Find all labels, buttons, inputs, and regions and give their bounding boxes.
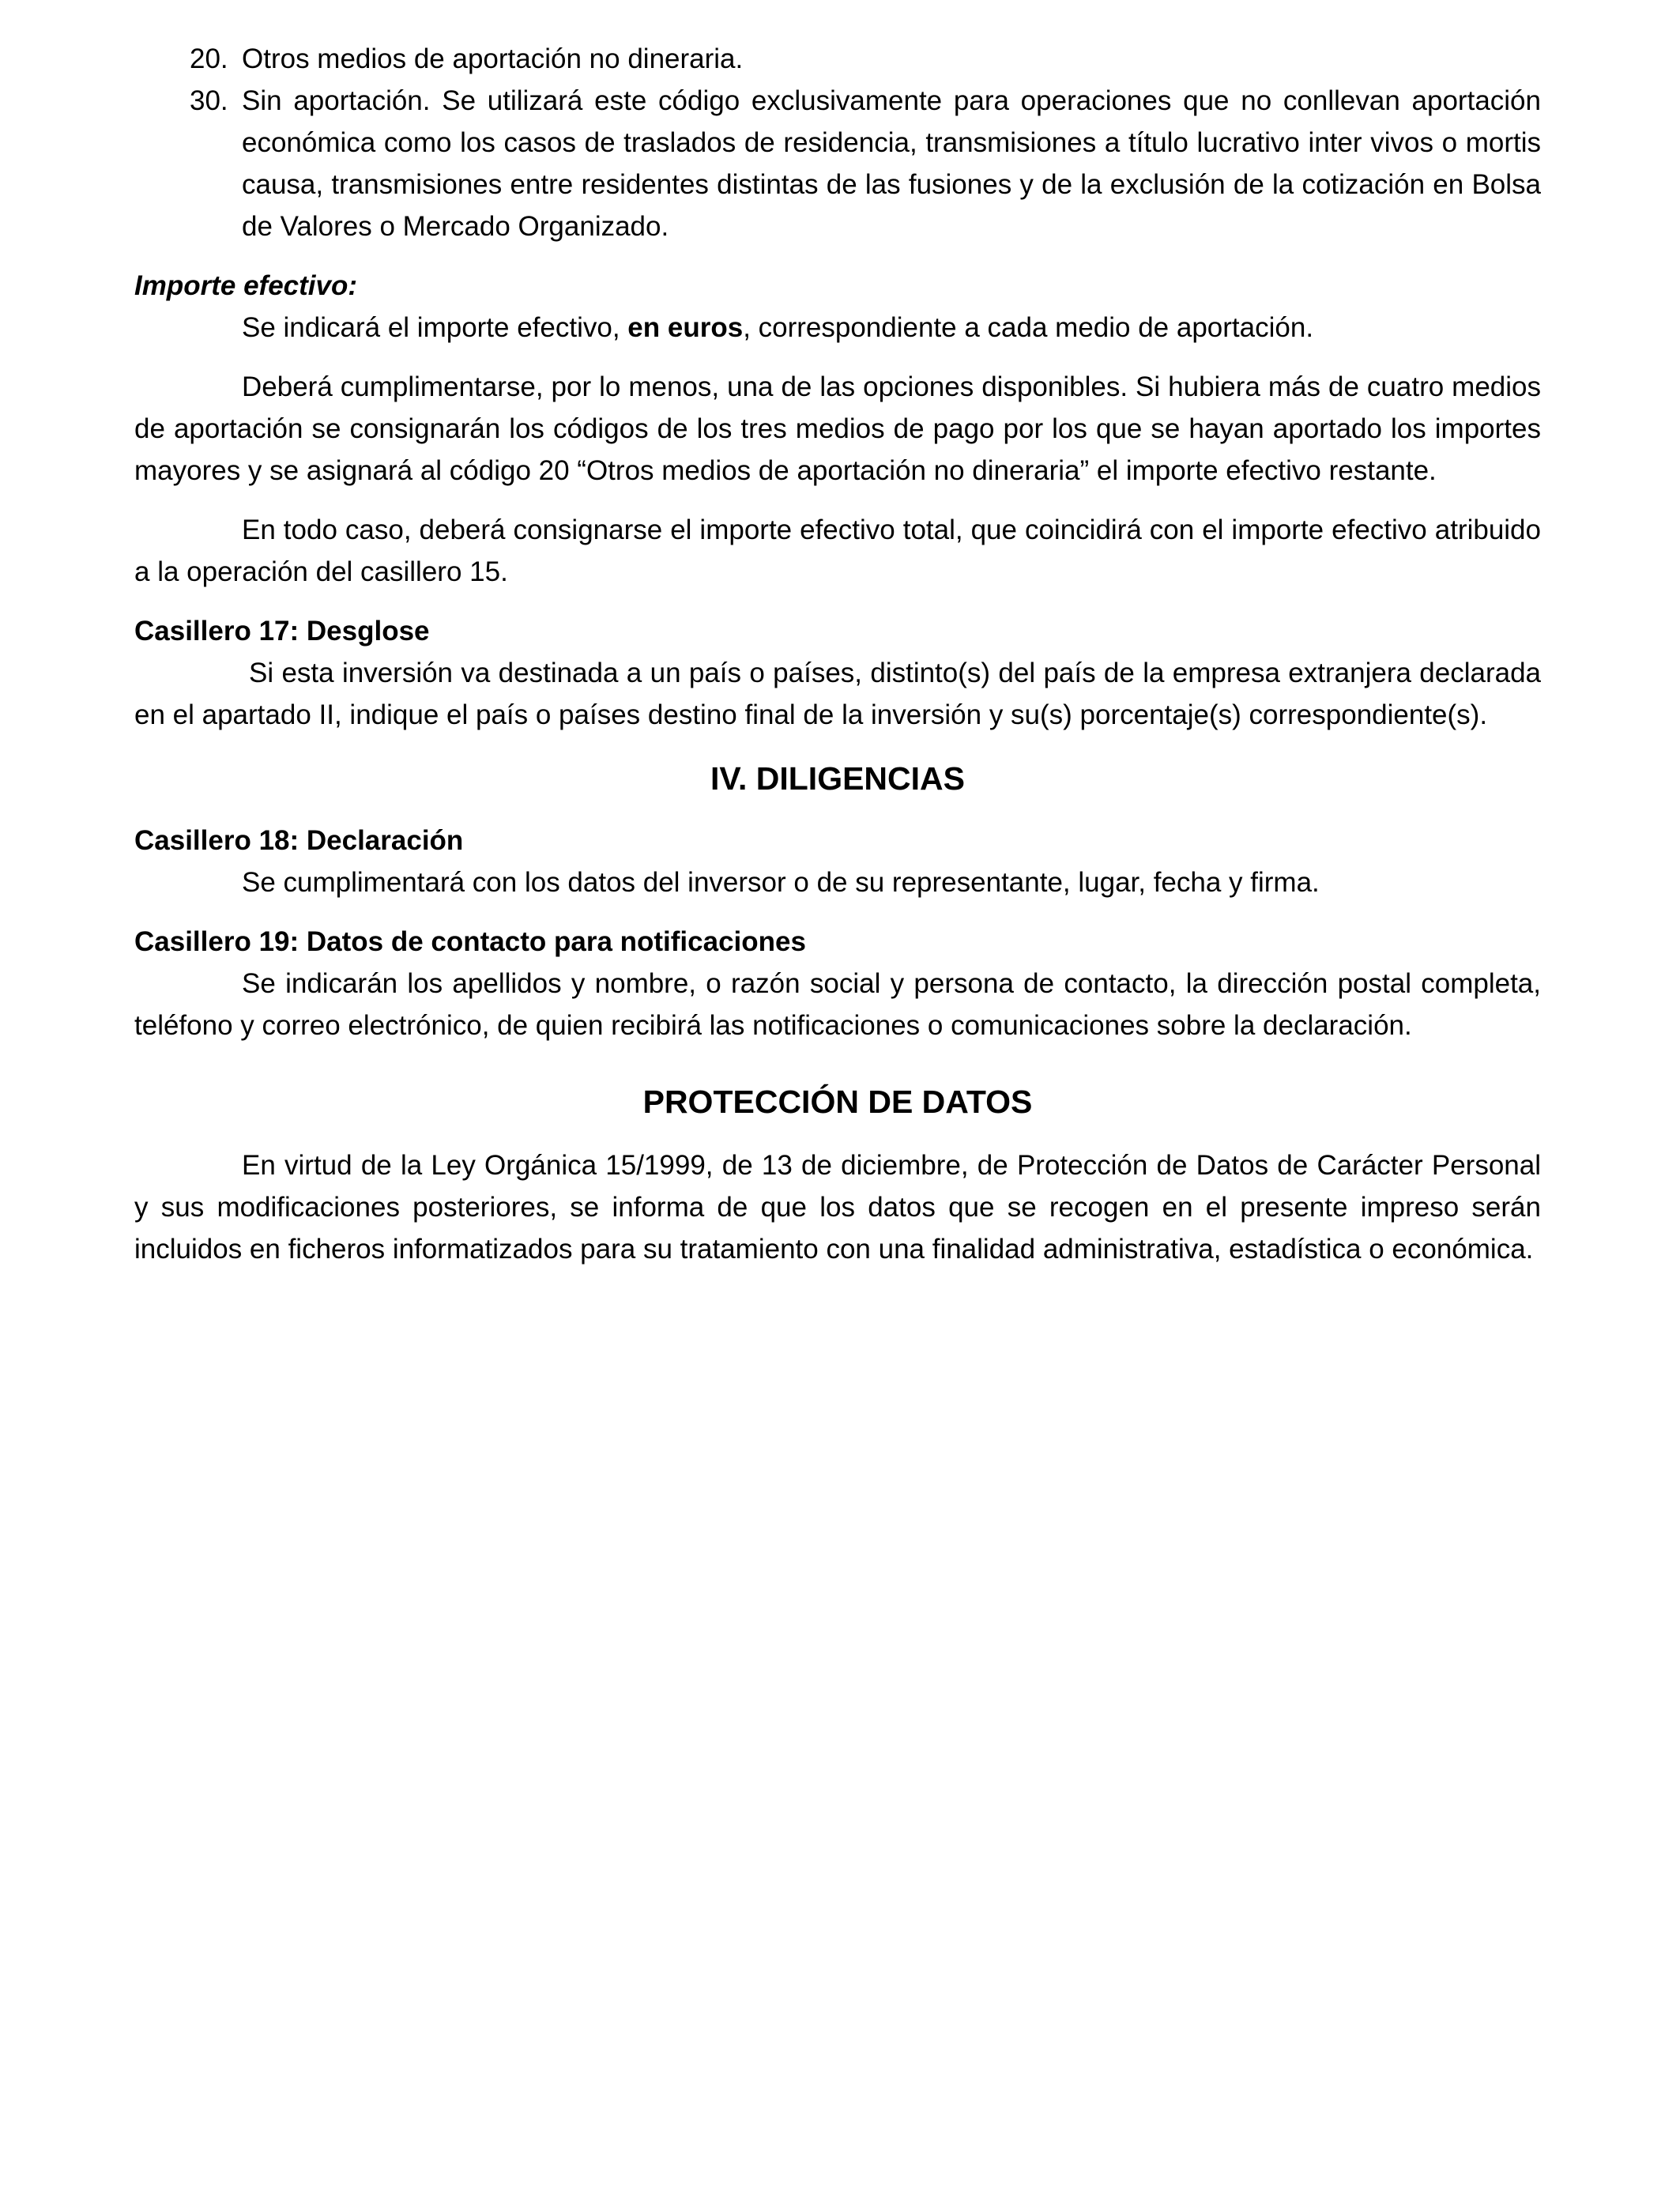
- list-item-20: [134, 38, 1541, 80]
- document-page: [134, 38, 1541, 1270]
- importe-paragraph-2: En todo caso, deberá consignarse el importe efectivo total, que coincidirá con el importe efectivo atribuido a la operación del casillero 15.: [134, 515, 1541, 587]
- casillero-18-text: Se cumplimentará con los datos del inversor o de su representante, lugar, fecha y firma.: [242, 867, 1320, 898]
- list-item-number: 30.: [190, 85, 228, 116]
- section-iv-title: IV. DILIGENCIAS: [710, 760, 965, 797]
- casillero-19-heading: Casillero 19: Datos de contacto para notificaciones: [134, 926, 806, 957]
- importe-line-before: Se indicará el importe efectivo,: [242, 312, 628, 343]
- importe-line-after: , correspondiente a cada medio de aportación.: [743, 312, 1314, 343]
- list-item-30: [134, 80, 1541, 247]
- casillero-19-text: Se indicarán los apellidos y nombre, o razón social y persona de contacto, la dirección postal completa, teléfono y correo electrónico, de quien recibirá las notificaciones o comunicaciones sobre la declaración.: [134, 968, 1541, 1041]
- importe-paragraph-1: Deberá cumplimentarse, por lo menos, una de las opciones disponibles. Si hubiera más de cuatro medios de aportación se consignarán los códigos de los tres medios de pago por los que se hayan aportado los importes mayores y se asignará al código 20 “Otros medios de aportación no dineraria” el importe efectivo restante.: [134, 371, 1541, 486]
- list-item-text: Otros medios de aportación no dineraria.: [242, 43, 744, 74]
- proteccion-datos-text: En virtud de la Ley Orgánica 15/1999, de 13 de diciembre, de Protección de Datos de Carácter Personal y sus modificaciones posteriores, se informa de que los datos que se recogen en el presente impreso serán incluidos en ficheros informatizados para su tratamiento con una finalidad administrativa, estadística o económica.: [134, 1150, 1541, 1265]
- list-item-number: 20.: [190, 43, 228, 74]
- casillero-17-text: Si esta inversión va destinada a un país o países, distinto(s) del país de la empresa extranjera declarada en el apartado II, indique el país o países destino final de la inversión y su(s) porcentaje(s) correspondiente(s).: [134, 658, 1541, 730]
- importe-line-bold: en euros: [627, 312, 744, 343]
- casillero-18-heading: Casillero 18: Declaración: [134, 825, 464, 856]
- list-item-text: Sin aportación. Se utilizará este código exclusivamente para operaciones que no conllevan aportación económica como los casos de traslados de residencia, transmisiones a título lucrativo inter vivos o mortis causa, transmisiones entre residentes distintas de las fusiones y de la exclusión de la cotización en Bolsa de Valores o Mercado Organizado.: [242, 85, 1541, 242]
- importe-efectivo-heading: Importe efectivo:: [134, 270, 357, 301]
- proteccion-datos-title: PROTECCIÓN DE DATOS: [642, 1084, 1033, 1120]
- casillero-17-heading: Casillero 17: Desglose: [134, 616, 430, 647]
- importe-efectivo-line: [134, 307, 1541, 349]
